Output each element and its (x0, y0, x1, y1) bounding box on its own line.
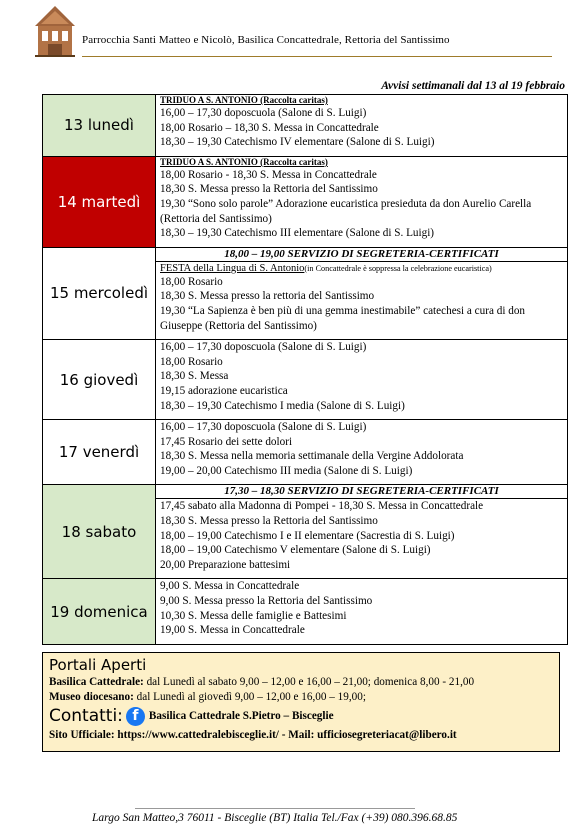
event-line: 19,30 “La Sapienza è ben più di una gemma inestimabile” catechesi a cura di don Giuseppe (Rettoria del Santissimo) (160, 304, 526, 332)
cell-padding (156, 150, 567, 156)
event-line: 17,45 sabato alla Madonna di Pompei - 18,30 S. Messa in Concattedrale (160, 500, 484, 513)
week-notice-title: Avvisi settimanali dal 13 al 19 febbraio (381, 80, 565, 92)
parish-name: Parrocchia Santi Matteo e Nicolò, Basilica Concattedrale, Rettoria del Santissimo (82, 34, 450, 46)
info-box (42, 652, 560, 752)
office-service-banner: 18,00 – 19,00 SERVIZIO DI SEGRETERIA-CERTIFICATI (156, 248, 567, 262)
footer-divider (135, 808, 415, 809)
basilica-hours: dal Lunedì al sabato 9,00 – 12,00 e 16,00 – 21,00; domenica 8,00 - 21,00 (143, 676, 475, 688)
event-line: 19,00 S. Messa in Concattedrale (160, 624, 305, 637)
event-heading: TRIDUO A S. ANTONIO (Raccolta caritas) (160, 156, 328, 167)
event-line: 16,00 – 17,30 doposcuola (Salone di S. Luigi) (160, 341, 367, 354)
day-label: 16 giovedì (59, 370, 139, 389)
event-line: 18,30 S. Messa nella memoria settimanale della Vergine Addolorata (160, 450, 464, 463)
event-line: 19,15 adorazione eucaristica (160, 384, 288, 397)
portals-title: Portali Aperti (49, 656, 147, 674)
event-line: 18,00 Rosario - 18,30 S. Messa in Concattedrale (160, 168, 377, 181)
event-line: 18,30 – 19,30 Catechismo III elementare (Salone di S. Luigi) (160, 227, 435, 240)
event-line: 19,00 – 20,00 Catechismo III media (Salone di S. Luigi) (160, 464, 413, 477)
day-cell (43, 156, 156, 247)
day-label: 19 domenica (50, 602, 148, 621)
footer-address: Largo San Matteo,3 76011 - Bisceglie (BT) Italia Tel./Fax (+39) 080.396.68.85 (92, 812, 458, 824)
basilica-hours-line (49, 675, 559, 690)
day-cell (43, 95, 156, 157)
cell-padding (156, 638, 567, 644)
event-line: 18,00 Rosario (160, 355, 223, 368)
museo-hours-line (49, 690, 559, 705)
schedule-row (43, 95, 568, 157)
event-line: 20,00 Preparazione battesimi (160, 558, 291, 571)
header-divider (82, 56, 552, 57)
events-cell (156, 156, 568, 247)
website-mail-line[interactable]: Sito Ufficiale: https://www.cattedralebisceglie.it/ - Mail: ufficiosegreteriacat@libero.it (49, 729, 457, 741)
day-cell (43, 420, 156, 485)
cell-padding (156, 572, 567, 578)
event-line: 18,30 S. Messa (160, 370, 229, 383)
weekly-schedule-table (42, 94, 568, 645)
feast-line (156, 262, 567, 275)
events-cell (156, 247, 568, 339)
event-line: 18,30 S. Messa presso la Rettoria del Santissimo (160, 183, 378, 196)
day-cell (43, 340, 156, 420)
day-label: 13 lunedì (64, 116, 134, 135)
day-cell (43, 247, 156, 339)
event-line: 18,30 S. Messa presso la Rettoria del Santissimo (160, 515, 378, 528)
day-label: 18 sabato (61, 522, 137, 541)
schedule-row (43, 156, 568, 247)
schedule-row (43, 340, 568, 420)
schedule-row (43, 247, 568, 339)
cell-padding (156, 333, 567, 339)
event-line: 18,30 – 19,30 Catechismo IV elementare (Salone di S. Luigi) (160, 136, 435, 149)
event-line: 19,30 “Sono solo parole” Adorazione eucaristica presieduta da don Aurelio Carella (Rettoria del Santissimo) (160, 197, 532, 225)
cell-padding (156, 413, 567, 419)
contacts-title: Contatti: (49, 706, 123, 726)
facebook-icon[interactable]: f (126, 707, 145, 726)
event-line: 18,30 S. Messa presso la rettoria del Santissimo (160, 290, 375, 303)
events-cell (156, 579, 568, 644)
event-line: 10,30 S. Messa delle famiglie e Battesimi (160, 609, 347, 622)
basilica-logo-icon (33, 4, 77, 58)
event-heading: TRIDUO A S. ANTONIO (Raccolta caritas) (160, 95, 328, 105)
event-line: 18,00 – 19,00 Catechismo I e II elementare (Sacrestia di S. Luigi) (160, 529, 455, 542)
event-line: 18,30 – 19,30 Catechismo I media (Salone di S. Luigi) (160, 399, 405, 412)
event-line: 18,00 – 19,00 Catechismo V elementare (Salone di S. Luigi) (160, 544, 431, 557)
event-line: 16,00 – 17,30 doposcuola (Salone di S. Luigi) (160, 107, 367, 119)
museo-label: Museo diocesano: (49, 690, 134, 703)
cell-padding (156, 478, 567, 484)
facebook-page-link[interactable]: Basilica Cattedrale S.Pietro – Bisceglie (148, 710, 334, 722)
event-line: 18,00 Rosario – 18,30 S. Messa in Concattedrale (160, 121, 379, 134)
event-line: 9,00 S. Messa presso la Rettoria del Santissimo (160, 595, 373, 608)
office-service-banner: 17,30 – 18,30 SERVIZIO DI SEGRETERIA-CERTIFICATI (156, 485, 567, 499)
day-label: 14 martedì (57, 192, 141, 211)
day-label: 17 venerdì (58, 443, 140, 462)
feast-title: FESTA della Lingua di S. Antonio (160, 262, 305, 274)
day-cell (43, 579, 156, 644)
events-cell (156, 420, 568, 485)
day-label: 15 mercoledì (49, 284, 149, 303)
basilica-label: Basilica Cattedrale: (49, 676, 144, 688)
event-line: 9,00 S. Messa in Concattedrale (160, 580, 300, 593)
events-cell (156, 485, 568, 579)
events-cell (156, 95, 568, 157)
schedule-row (43, 485, 568, 579)
event-line: 16,00 – 17,30 doposcuola (Salone di S. Luigi) (160, 421, 367, 434)
museo-hours: dal Lunedì al giovedì 9,00 – 12,00 e 16,00 – 19,00; (133, 690, 366, 703)
schedule-row (43, 420, 568, 485)
event-line: 17,45 Rosario dei sette dolori (160, 435, 293, 448)
schedule-row (43, 579, 568, 644)
event-line: 18,00 Rosario (160, 275, 223, 288)
contacts-row (49, 704, 559, 728)
events-cell (156, 340, 568, 420)
cell-padding (156, 241, 567, 247)
day-cell (43, 485, 156, 579)
feast-note: (in Concattedrale è soppressa la celebrazione eucaristica) (304, 263, 492, 273)
